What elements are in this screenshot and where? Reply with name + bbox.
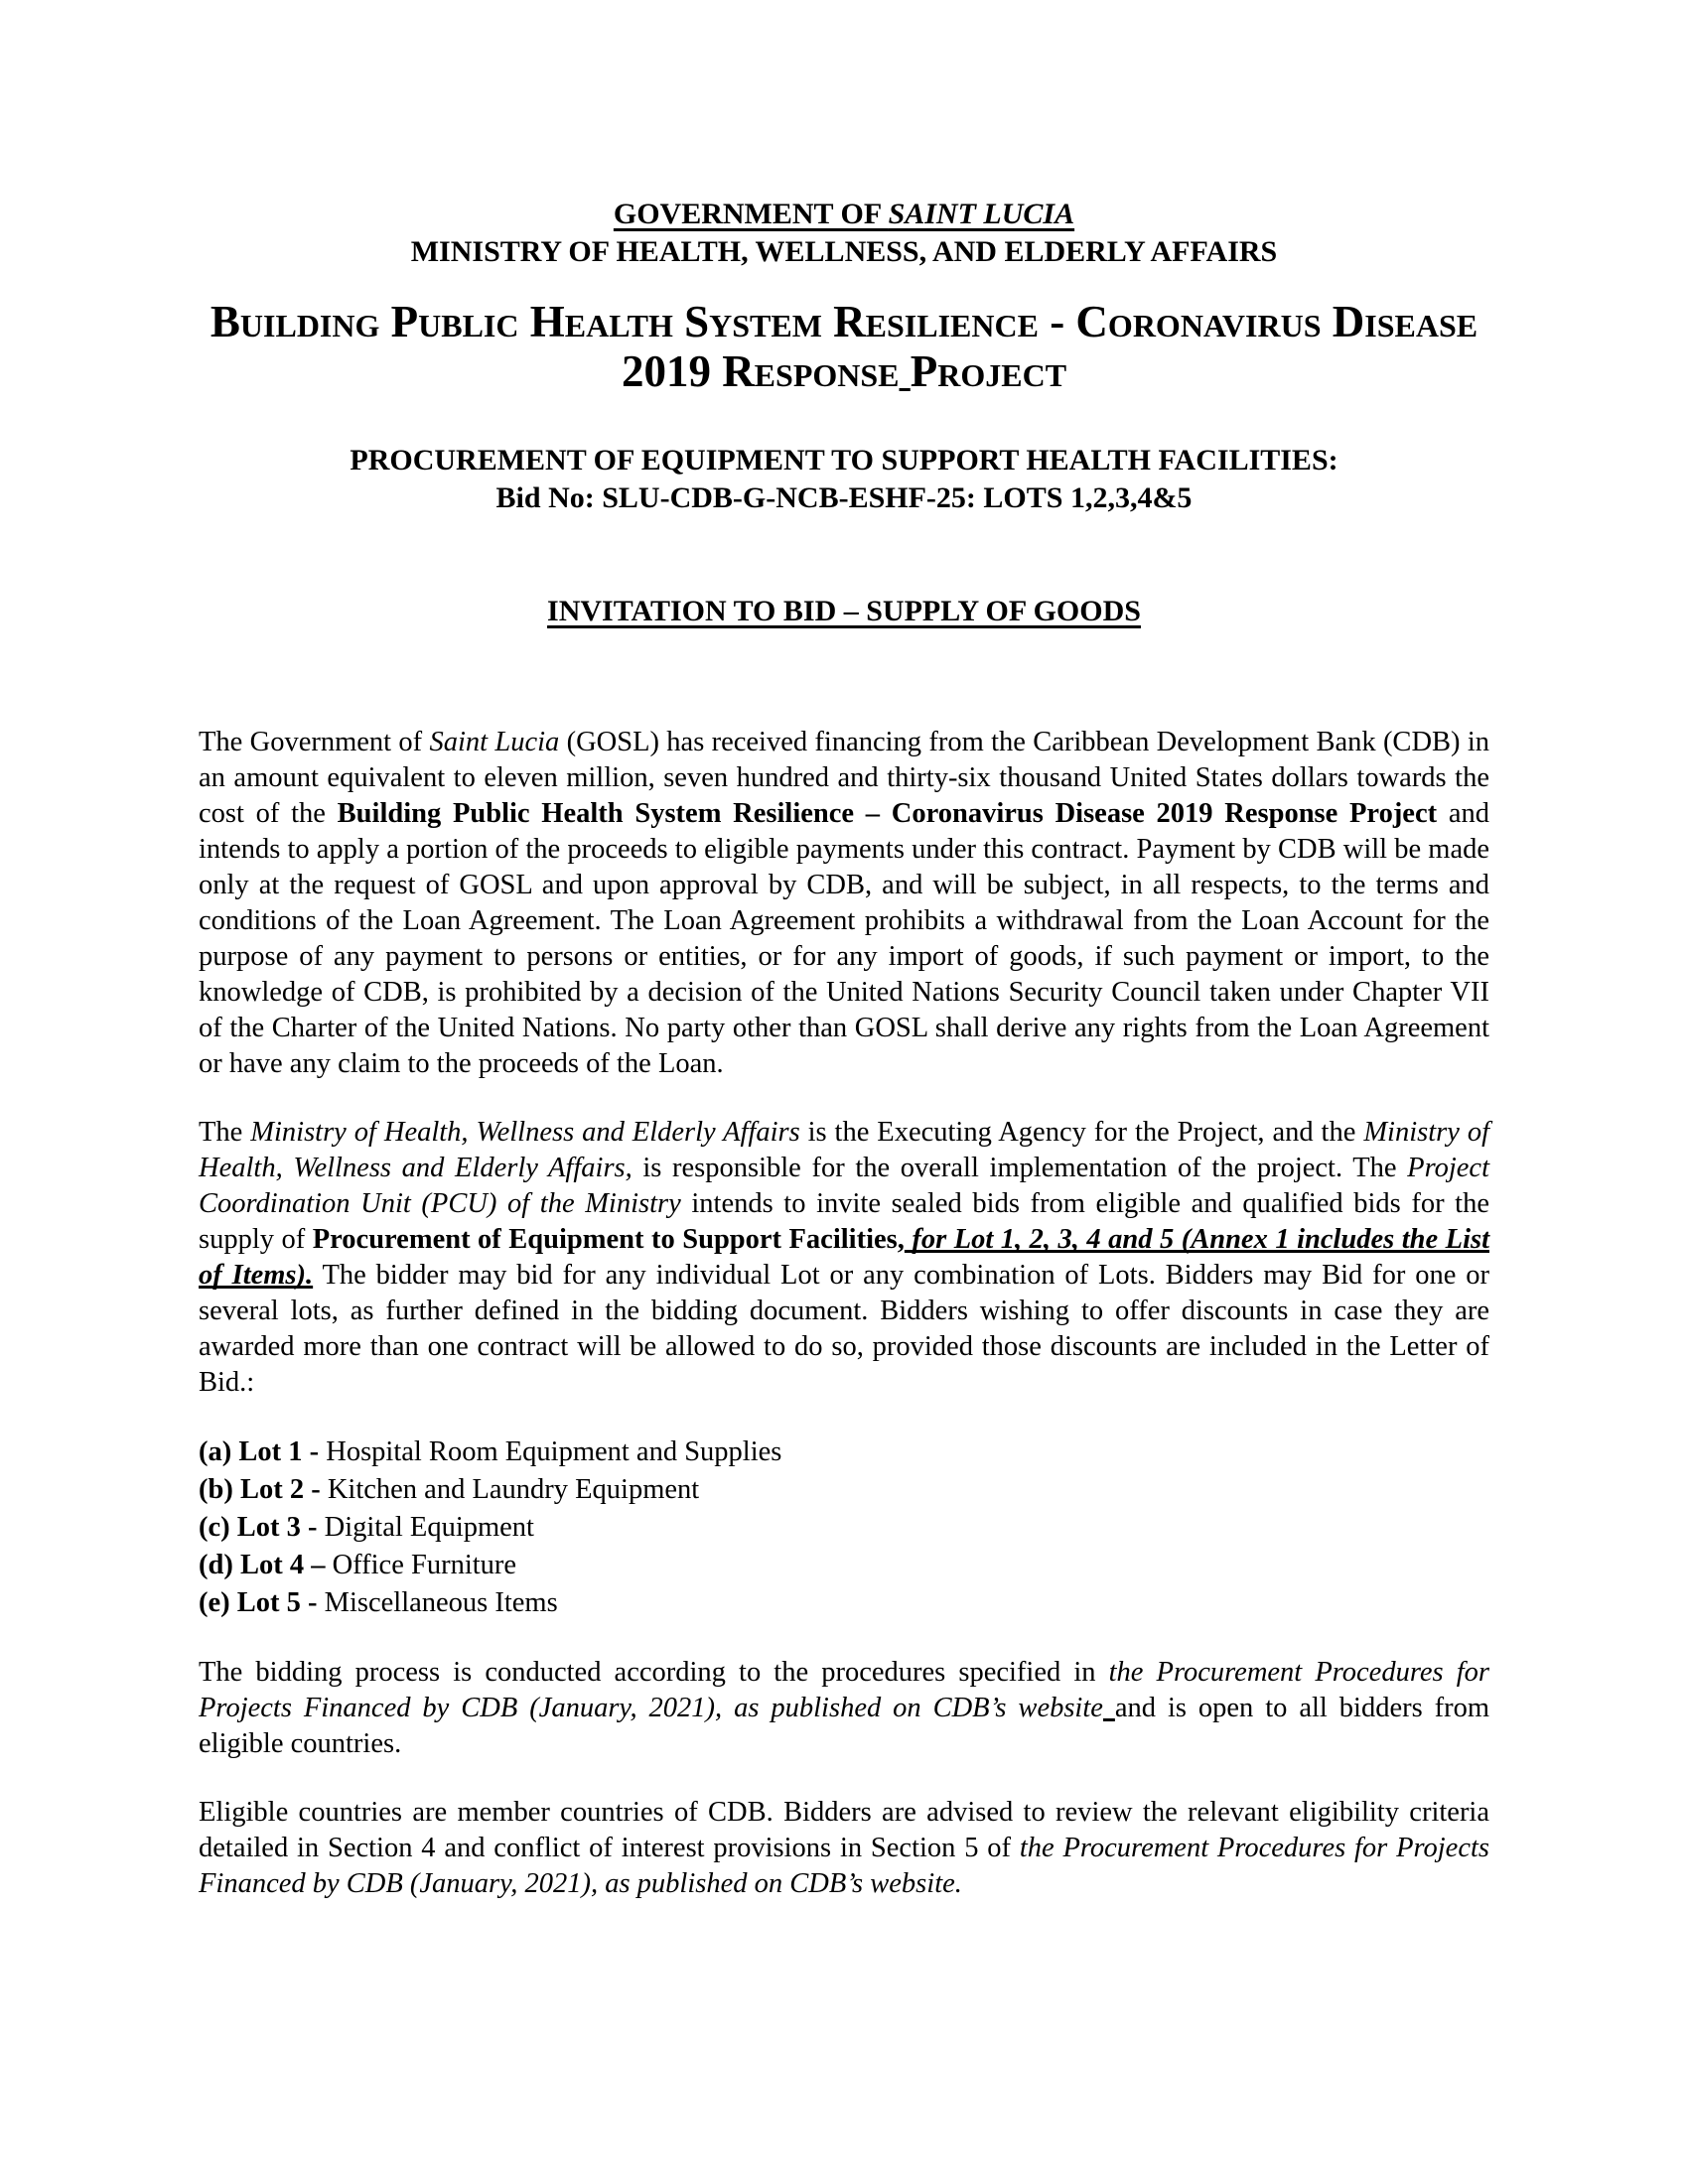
procurement-subtitle	[0, 442, 1688, 517]
lot-5-text: Miscellaneous Items	[317, 1587, 558, 1618]
lot-item-1	[199, 1433, 1489, 1471]
lot-5-label: (e) Lot 5 -	[199, 1587, 318, 1618]
paragraph-eligible-countries: Eligible countries are member countries of CDB. Bidders are advised to review the relevant eligibility criteria detailed in Section 4 and conflict of interest provisions in Section 5 of the Procurement Procedures for Projects Financed by CDB (January, 2021), as published on CDB’s website.	[199, 1797, 1489, 1899]
ministry-title: MINISTRY OF HEALTH, WELLNESS, AND ELDERLY AFFAIRS	[410, 235, 1278, 268]
procurement-heading: PROCUREMENT OF EQUIPMENT TO SUPPORT HEALTH FACILITIES:	[350, 444, 1338, 477]
lot-1-text: Hospital Room Equipment and Supplies	[319, 1436, 782, 1467]
paragraph-financing: The Government of Saint Lucia (GOSL) has received financing from the Caribbean Development Bank (CDB) in an amount equivalent to eleven million, seven hundred and thirty-six thousand United States dollars towards the cost of the Building Public Health System Resilience – Coronavirus Disease 2019 Response Project and intends to apply a portion of the proceeds to eligible payments under this contract. Payment by CDB will be made only at the request of GOSL and upon approval by CDB, and will be subject, in all respects, to the terms and conditions of the Loan Agreement. The Loan Agreement prohibits a withdrawal from the Loan Account for the purpose of any payment to persons or entities, or for any import of goods, if such payment or import, to the knowledge of CDB, is prohibited by a decision of the United Nations Security Council taken under Chapter VII of the Charter of the United Nations. No party other than GOSL shall derive any rights from the Loan Agreement or have any claim to the proceeds of the Loan.	[199, 727, 1490, 1079]
lot-2-label: (b) Lot 2 -	[199, 1474, 321, 1505]
paragraph-executing-agency: The Ministry of Health, Wellness and Elderly Affairs is the Executing Agency for the Project, and the Ministry of Health, Wellness and Elderly Affairs, is responsible for the overall implementation of the project. The Project Coordination Unit (PCU) of the Ministry intends to invite sealed bids from eligible and qualified bids for the supply of Procurement of Equipment to Support Facilities, for Lot 1, 2, 3, 4 and 5 (Annex 1 includes the List of Items). The bidder may bid for any individual Lot or any combination of Lots. Bidders may Bid for one or several lots, as further defined in the bidding document. Bidders wishing to offer discounts in case they are awarded more than one contract will be allowed to do so, provided those discounts are included in the Letter of Bid.:	[199, 1117, 1490, 1398]
lot-item-5	[199, 1584, 1489, 1622]
government-title: GOVERNMENT OF SAINT LUCIA	[613, 198, 1075, 230]
lot-item-2	[199, 1471, 1489, 1509]
invitation-heading-text: INVITATION TO BID – SUPPLY OF GOODS	[547, 595, 1141, 627]
lot-list	[199, 1433, 1489, 1622]
lot-4-label: (d) Lot 4 –	[199, 1550, 326, 1580]
lot-item-3	[199, 1509, 1489, 1547]
document-header	[0, 196, 1688, 271]
lot-4-text: Office Furniture	[325, 1550, 517, 1580]
project-title-line2: 2019 Response Project	[621, 346, 1067, 396]
project-title-line1: Building Public Health System Resilience - Coronavirus Disease	[210, 297, 1478, 346]
document-body	[199, 725, 1489, 1902]
lot-3-text: Digital Equipment	[317, 1512, 534, 1543]
project-title	[0, 297, 1688, 396]
paragraph-bidding-process: The bidding process is conducted according to the procedures specified in the Procurement Procedures for Projects Financed by CDB (January, 2021), as published on CDB’s website and is open to all bidders from eligible countries.	[199, 1657, 1490, 1759]
invitation-heading	[0, 593, 1688, 629]
lot-3-label: (c) Lot 3 -	[199, 1512, 318, 1543]
lot-1-label: (a) Lot 1 -	[199, 1436, 320, 1467]
bid-number: Bid No: SLU-CDB-G-NCB-ESHF-25: LOTS 1,2,3,4&5	[495, 481, 1193, 514]
lot-2-text: Kitchen and Laundry Equipment	[320, 1474, 700, 1505]
lot-item-4	[199, 1547, 1489, 1584]
